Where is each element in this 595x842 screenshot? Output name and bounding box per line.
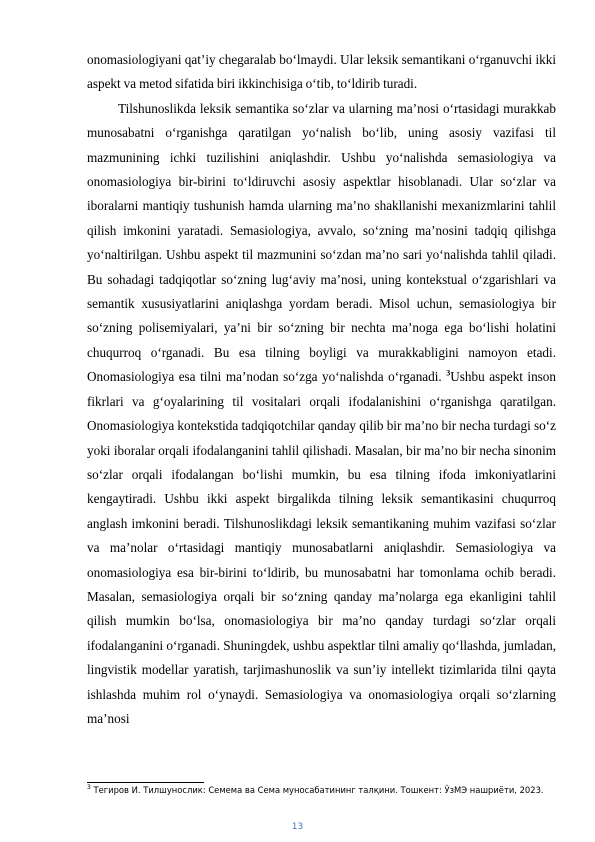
main-text <box>87 48 556 731</box>
paragraph-2 <box>87 97 556 732</box>
paragraph-2-part-2: Ushbu aspekt inson fikrlari va g‘oyalarining til vositalari orqali ifodalanishini o‘rganishga qaratilgan. Onomasiologiya kontekstida tadqiqotchilar qanday qilib bir ma’no bir necha turdagi so‘z yoki iboralar orqali ifodalanganini tahlil qilishadi. Masalan, bir ma’no bir necha sinonim so‘zlar orqali ifodalangan bo‘lishi mumkin, bu esa tilning ifoda imkoniyatlarini kengaytiradi. Ushbu ikki aspekt birgalikda tilning leksik semantikasini chuqurroq anglash imkonini beradi. Tilshunoslikdagi leksik semantikaning muhim vazifasi so‘zlar va ma’nolar o‘rtasidagi mantiqiy munosabatlarni aniqlashdir. Semasiologiya va onomasiologiya esa bir-birini to‘ldirib, bu munosabatni har tomonlama ochib beradi. Masalan, semasiologiya orqali bir so‘zning qanday ma’nolarga ega ekanligini tahlil qilish mumkin bo‘lsa, onomasiologiya bir ma’no qanday turdagi so‘zlar orqali ifodalanganini o‘rganadi. Shuningdek, ushbu aspektlar tilni amaliy qo‘llashda, jumladan, lingvistik modellar yaratish, tarjimashunoslik va sun’iy intellekt tizimlarida tilni qayta ishlashda muhim rol o‘ynaydi. Semasiologiya va onomasiologiya orqali so‘zlarning ma’nosi <box>87 369 556 726</box>
paragraph-2-part-1: Tilshunoslikda leksik semantika so‘zlar va ularning ma’nosi o‘rtasidagi murakkab munosabatni o‘rganishga qaratilgan yo‘nalish bo‘lib, uning asosiy vazifasi til mazmunining ichki tuzilishini aniqlashdir. Ushbu yo‘nalishda semasiologiya va onomasiologiya bir-birini to‘ldiruvchi asosiy aspektlar hisoblanadi. Ular so‘zlar va iboralarni mantiqiy tushunish hamda ularning ma’no shakllanishi mexanizmlarini tahlil qilish imkonini yaratadi. Semasiologiya, avvalo, so‘zning ma’nosini tadqiq qilishga yo‘naltirilgan. Ushbu aspekt til mazmunini so‘zdan ma’no sari yo‘nalishda tahlil qiladi. Bu sohadagi tadqiqotlar so‘zning lug‘aviy ma’nosi, uning kontekstual o‘zgarishlari va semantik xususiyatlarini aniqlashga yordam beradi. Misol uchun, semasiologiya bir so‘zning polisemiyalari, ya’ni bir so‘zning bir nechta ma’noga ega bo‘lishi holatini chuqurroq o‘rganadi. Bu esa tilning boyligi va murakkabligini namoyon etadi. Onomasiologiya esa tilni ma’nodan so‘zga yo‘nalishda o‘rganadi. <box>87 100 556 385</box>
footnote <box>87 785 557 797</box>
footnote-separator <box>87 782 204 783</box>
footnote-text: Тегиров И. Тилшунослик: Семема ва Сема муносабатининг талқини. Тошкент: ЎзМЭ нашриёти, 2023. <box>93 785 544 795</box>
page-number: 13 <box>291 822 304 832</box>
footnote-reference[interactable]: 3 <box>446 368 451 378</box>
footnote-number: 3 <box>87 784 91 792</box>
paragraph-1: onomasiologiyani qat’iy chegaralab bo‘lmaydi. Ular leksik semantikani o‘rganuvchi ikki aspekt va metod sifatida biri ikkinchisiga o‘tib, to‘ldirib turadi. <box>87 52 556 92</box>
